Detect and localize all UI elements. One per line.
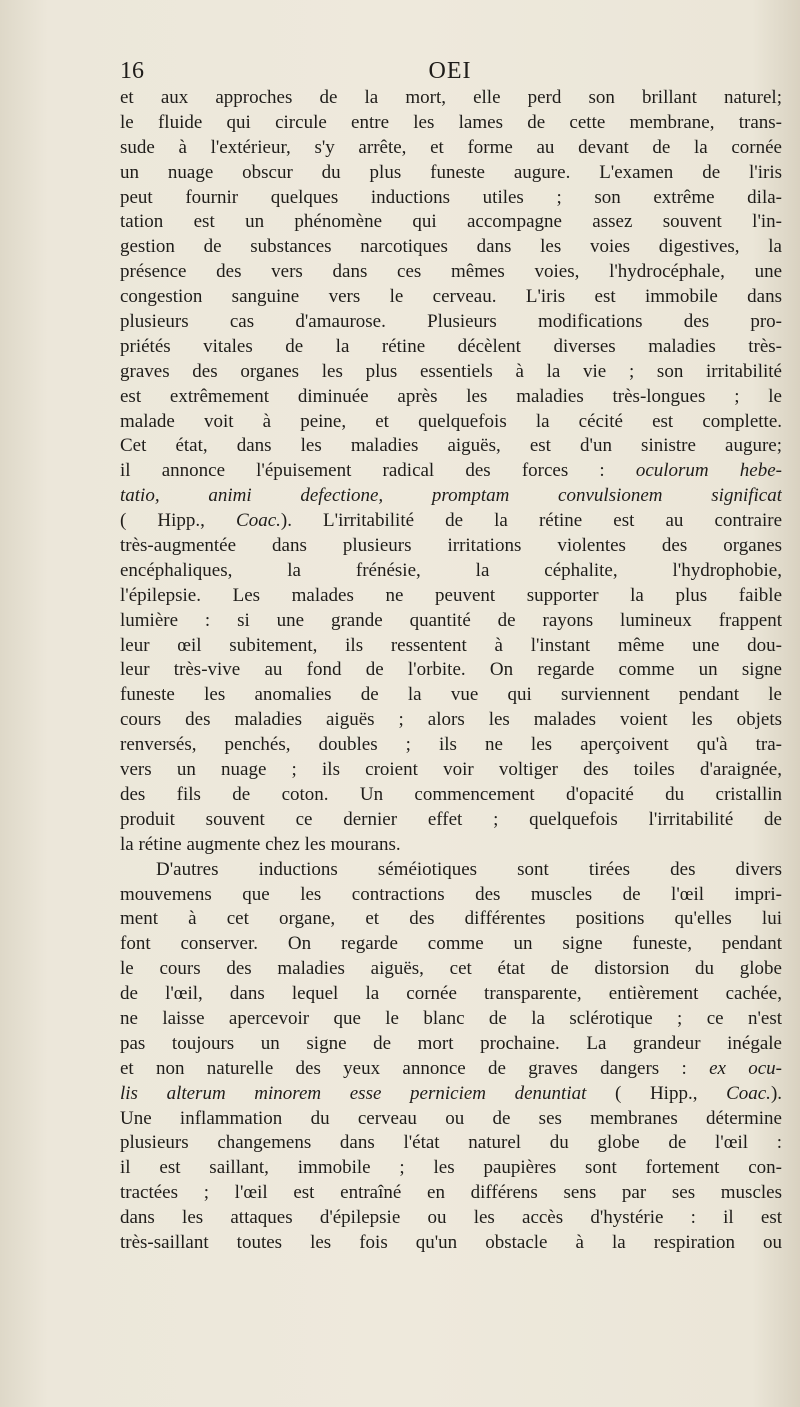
text-run: vers un nuage ; ils croient voir voltiger des toiles d'araignée,: [120, 759, 782, 781]
text-line: [120, 634, 782, 659]
text-run: graves des organes les plus essentiels à la vie ; son irritabilité: [120, 360, 782, 382]
text-line: [120, 907, 782, 932]
text-run: plusieurs cas d'amaurose. Plusieurs modifications des pro-: [120, 311, 782, 333]
text-line: [120, 1082, 782, 1107]
text-run: D'autres inductions séméiotiques sont tirées des divers: [156, 858, 782, 880]
text-line: [120, 957, 782, 982]
text-run: un nuage obscur du plus funeste augure. L'examen de l'iris: [120, 161, 782, 183]
text-run: leur très-vive au fond de l'orbite. On regarde comme un signe: [120, 659, 782, 681]
text-line: [120, 1231, 782, 1256]
text-run: Une inflammation du cerveau ou de ses membranes détermine: [120, 1107, 782, 1129]
text-line: [120, 883, 782, 908]
text-line: [120, 1107, 782, 1132]
text-line: [120, 1156, 782, 1181]
text-line: [120, 136, 782, 161]
text-run: ment à cet organe, et des différentes positions qu'elles lui: [120, 908, 782, 930]
paragraph: [120, 858, 782, 1256]
text-run: est extrêmement diminuée après les maladies très-longues ; le: [120, 385, 782, 407]
text-line: [120, 658, 782, 683]
latin-quote: lis alterum minorem esse perniciem denuntiat: [120, 1082, 587, 1104]
text-run: il est saillant, immobile ; les paupières sont fortement con-: [120, 1157, 782, 1179]
text-line: [120, 111, 782, 136]
text-line: [120, 285, 782, 310]
text-run: de l'œil, dans lequel la cornée transparente, entièrement cachée,: [120, 983, 782, 1005]
text-run: font conserver. On regarde comme un signe funeste, pendant: [120, 933, 782, 955]
text-run: pas toujours un signe de mort prochaine. La grandeur inégale: [120, 1032, 782, 1054]
text-run: et non naturelle des yeux annonce de graves dangers :: [120, 1057, 710, 1079]
text-line: [120, 584, 782, 609]
text-run: et aux approches de la mort, elle perd son brillant naturel;: [120, 87, 782, 108]
text-line: [120, 210, 782, 235]
text-run: des fils de coton. Un commencement d'opacité du cristallin: [120, 783, 782, 805]
text-line: [120, 1131, 782, 1156]
text-run: ( Hipp.,: [120, 510, 237, 532]
text-line: [120, 609, 782, 634]
text-line: [120, 235, 782, 260]
text-run: cours des maladies aiguës ; alors les malades voient les objets: [120, 709, 782, 731]
text-line: [120, 260, 782, 285]
text-run: priétés vitales de la rétine décèlent diverses maladies très-: [120, 335, 782, 357]
text-run: présence des vers dans ces mêmes voies, l'hydrocéphale, une: [120, 261, 782, 283]
text-line: [120, 1057, 782, 1082]
text-run: très-augmentée dans plusieurs irritations violentes des organes: [120, 535, 782, 557]
text-run: renversés, penchés, doubles ; ils ne les aperçoivent qu'à tra-: [120, 734, 782, 756]
text-run: la rétine augmente chez les mourans.: [120, 833, 401, 855]
text-run: ).: [770, 1082, 782, 1104]
text-line: [120, 733, 782, 758]
text-run: plusieurs changemens dans l'état naturel du globe de l'œil :: [120, 1132, 782, 1154]
text-line: [120, 808, 782, 833]
text-line: [120, 509, 782, 534]
text-run: lumière : si une grande quantité de rayons lumineux frappent: [120, 609, 782, 631]
text-line: [120, 360, 782, 385]
text-line: [120, 534, 782, 559]
text-run: gestion de substances narcotiques dans les voies digestives, la: [120, 236, 782, 258]
text-run: congestion sanguine vers le cerveau. L'iris est immobile dans: [120, 286, 782, 308]
text-line: [120, 484, 782, 509]
text-run: ne laisse apercevoir que le blanc de la sclérotique ; ce n'est: [120, 1007, 782, 1029]
page-number: 16: [120, 58, 144, 84]
text-run: tation est un phénomène qui accompagne assez souvent l'in-: [120, 211, 782, 233]
text-run: ( Hipp.,: [586, 1082, 727, 1104]
latin-quote: Coac.: [236, 510, 281, 532]
text-line: [120, 410, 782, 435]
text-line: [120, 1032, 782, 1057]
text-run: le cours des maladies aiguës, cet état de distorsion du globe: [120, 958, 782, 980]
text-run: le fluide qui circule entre les lames de cette membrane, trans-: [120, 111, 782, 133]
latin-quote: tatio, animi defectione, promptam convulsionem significat: [120, 485, 782, 507]
text-line: [120, 434, 782, 459]
text-run: mouvemens que les contractions des muscles de l'œil impri-: [120, 883, 782, 905]
text-run: il annonce l'épuisement radical des forces :: [120, 460, 636, 482]
text-run: dans les attaques d'épilepsie ou les accès d'hystérie : il est: [120, 1207, 782, 1229]
text-run: peut fournir quelques inductions utiles ; son extrême dila-: [120, 186, 782, 208]
text-run: ). L'irritabilité de la rétine est au contraire: [280, 510, 782, 532]
text-line: [120, 186, 782, 211]
page-header: [120, 58, 780, 88]
text-run: l'épilepsie. Les malades ne peuvent supporter la plus faible: [120, 584, 782, 606]
text-line: [120, 1206, 782, 1231]
text-line: [120, 783, 782, 808]
text-line: [120, 310, 782, 335]
text-run: Cet état, dans les maladies aiguës, est d'un sinistre augure;: [120, 435, 782, 457]
text-run: tractées ; l'œil est entraîné en différens sens par ses muscles: [120, 1182, 782, 1204]
text-line: [120, 335, 782, 360]
text-run: sude à l'extérieur, s'y arrête, et forme au devant de la cornée: [120, 136, 782, 158]
text-run: funeste les anomalies de la vue qui surviennent pendant le: [120, 684, 782, 706]
text-line: [120, 559, 782, 584]
text-run: très-saillant toutes les fois qu'un obstacle à la respiration ou: [120, 1231, 782, 1253]
text-run: malade voit à peine, et quelquefois la cécité est complette.: [120, 410, 782, 432]
text-run: produit souvent ce dernier effet ; quelquefois l'irritabilité de: [120, 808, 782, 830]
text-run: encéphaliques, la frénésie, la céphalite, l'hydrophobie,: [120, 559, 782, 581]
text-line: [120, 858, 782, 883]
text-run: leur œil subitement, ils ressentent à l'instant même une dou-: [120, 634, 782, 656]
body-text: [120, 86, 782, 1256]
text-line: [120, 161, 782, 186]
text-line: [120, 758, 782, 783]
latin-quote: ex ocu-: [709, 1057, 782, 1079]
text-line: [120, 708, 782, 733]
text-line: [120, 1007, 782, 1032]
text-line: [120, 86, 782, 111]
text-line: [120, 683, 782, 708]
text-line: [120, 932, 782, 957]
text-line: [120, 982, 782, 1007]
paragraph: [120, 86, 782, 858]
text-line: [120, 459, 782, 484]
running-head: OEI: [428, 58, 472, 84]
latin-quote: Coac.: [726, 1082, 771, 1104]
text-line: [120, 833, 782, 858]
text-line: [120, 385, 782, 410]
latin-quote: oculorum hebe-: [635, 460, 782, 482]
text-line: [120, 1181, 782, 1206]
